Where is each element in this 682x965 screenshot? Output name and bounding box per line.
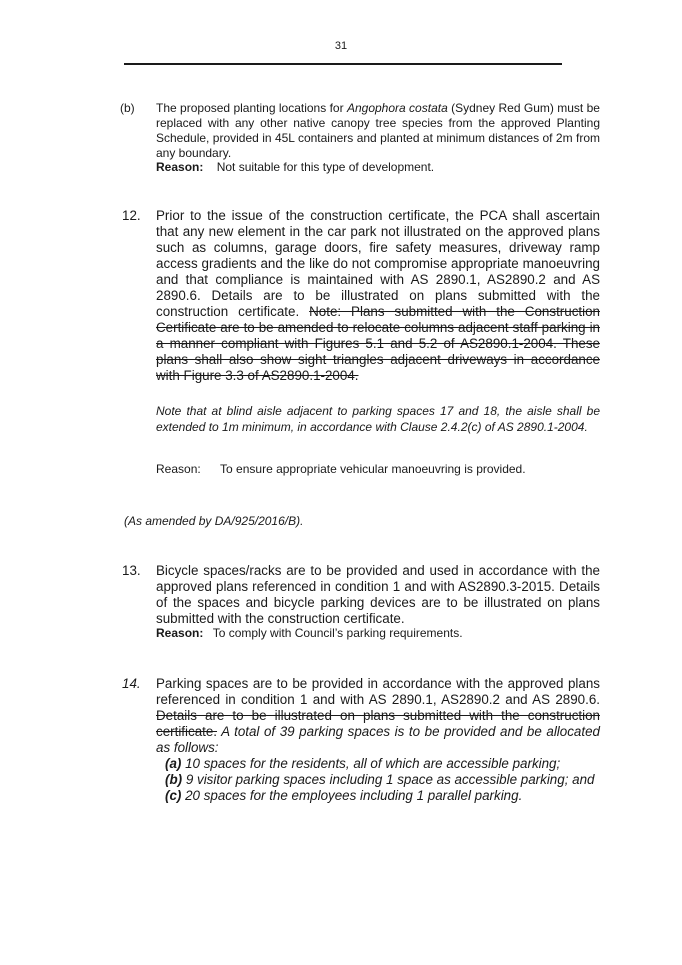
reason-label: Reason: xyxy=(156,462,201,476)
condition-number: 14. xyxy=(122,676,141,691)
condition-text: Prior to the issue of the construction certificate, the PCA shall ascertain that any new element in the car park not illustrated on the approved plans such as columns, garage doors, fire safety measures, driveway ramp access gradients and the like do not compromise appropriate manoeuvring and that compliance is maintained with AS 2890.1, AS2890.2 and AS 2890.6. Details are to be illustrated on plans submitted with the construction certificate. xyxy=(156,208,600,319)
condition-12-note: Note that at blind aisle adjacent to parking spaces 17 and 18, the aisle shall be extended to 1m minimum, in accordance with Clause 2.4.2(c) of AS 2890.1-2004. xyxy=(156,404,600,434)
condition-text: Parking spaces are to be provided in accordance with the approved plans referenced in condition 1 and with AS 2890.1, AS2890.2 and AS 2890.6. xyxy=(156,676,600,707)
condition-12-reason xyxy=(156,462,526,477)
condition-14 xyxy=(122,676,600,756)
species-name: Angophora costata xyxy=(346,101,448,115)
condition-number: 12. xyxy=(122,208,141,223)
amended-note: (As amended by DA/925/2016/B). xyxy=(124,514,304,528)
allocation-item xyxy=(165,756,594,772)
header-rule xyxy=(124,63,562,65)
item-text: 10 spaces for the residents, all of which are accessible parking; xyxy=(181,756,561,771)
item-label: (b) xyxy=(165,772,183,787)
added-text: A total of 39 parking spaces is to be provided and be allocated as follows: xyxy=(156,724,600,755)
sub-b-text-1: The proposed planting locations for xyxy=(156,101,347,115)
reason-text: To ensure appropriate vehicular manoeuvring is provided. xyxy=(220,462,526,476)
condition-13-reason xyxy=(156,626,463,641)
page-number: 31 xyxy=(334,40,348,52)
struck-text: Note: Plans submitted with the Construction Certificate are to be amended to relocate columns adjacent staff parking in a manner compliant with Figures 5.1 and 5.2 of AS2890.1-2004. These plans shall also show sight triangles adjacent driveways in accordance with Figure 3.3 of AS2890.1-2004. xyxy=(156,304,600,383)
reason-label: Reason: xyxy=(156,626,204,640)
condition-sub-b xyxy=(120,101,600,161)
item-text: 9 visitor parking spaces including 1 space as accessible parking; and xyxy=(182,772,595,787)
struck-text: Details are to be illustrated on plans submitted with the construction certificate. xyxy=(156,708,600,739)
sub-b-reason xyxy=(156,160,434,175)
item-label: (a) xyxy=(165,756,182,771)
allocation-item xyxy=(165,772,594,788)
reason-label: Reason: xyxy=(156,160,204,174)
allocation-list xyxy=(165,756,594,804)
condition-number: 13. xyxy=(122,563,141,578)
sub-b-text-2: (Sydney Red Gum) must be replaced with any other native canopy tree species from the approved Planting Schedule, provided in 45L containers and planted at minimum distances of 2m from any boundary. xyxy=(156,101,600,160)
sub-b-label: (b) xyxy=(120,101,135,115)
item-label: (c) xyxy=(165,788,182,803)
condition-12 xyxy=(122,208,600,384)
item-text: 20 spaces for the employees including 1 parallel parking. xyxy=(181,788,523,803)
reason-text: Not suitable for this type of development. xyxy=(216,160,435,174)
condition-text: Bicycle spaces/racks are to be provided and used in accordance with the approved plans referenced in condition 1 and with AS2890.3-2015. Details of the spaces and bicycle parking devices are to be illustrated on plans submitted with the construction certificate. xyxy=(156,563,600,626)
reason-text: To comply with Council’s parking requirements. xyxy=(212,626,463,640)
allocation-item xyxy=(165,788,594,804)
condition-13 xyxy=(122,563,600,627)
